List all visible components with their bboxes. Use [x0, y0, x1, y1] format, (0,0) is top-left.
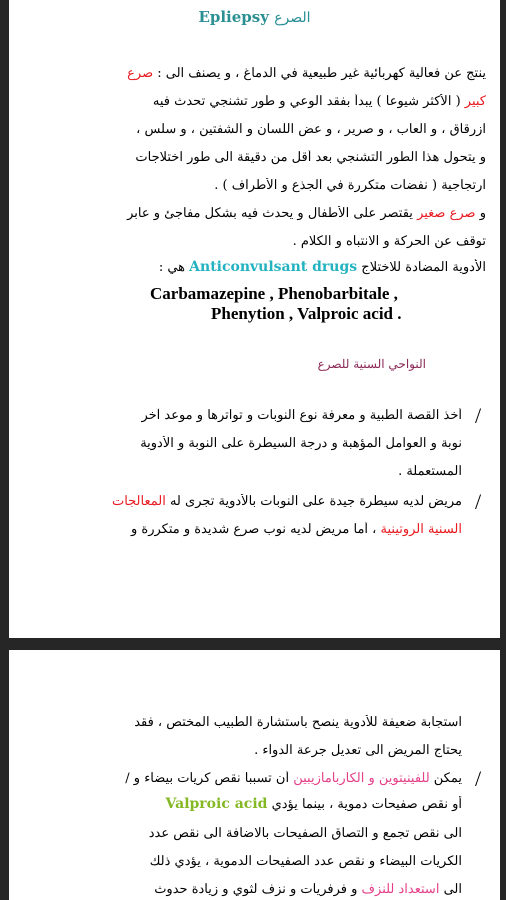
- paragraph-line: الكريات البيضاء و نقص عدد الصفيحات الدموية ، يؤدي ذلك: [149, 854, 462, 869]
- paragraph-line: [9, 206, 486, 221]
- text-span: أو نقص صفيحات دموية ، بينما يؤدي: [267, 797, 462, 812]
- text-span: و: [475, 206, 486, 221]
- highlight-text: السنية الروتينية: [380, 522, 462, 537]
- text-span: ينتج عن فعالية كهربائية غير طبيعية في الدماغ ، و يصنف الى :: [153, 66, 486, 81]
- bullet-line: أخذ القصة الطبية و معرفة نوع النوبات و تواترها و موعد آخر: [141, 408, 462, 423]
- anticonvulsant-term: Anticonvulsant drugs: [189, 259, 358, 275]
- page-title: [9, 8, 500, 30]
- paragraph-line: ازرقاق ، و العاب ، و صرير ، و عض اللسان و الشفتين ، و سلس ،: [136, 122, 486, 137]
- bullet-line: نوبة و العوامل المؤهبة و درجة السيطرة على النوبة و الأدوية: [140, 436, 462, 451]
- document-page-2: [9, 650, 500, 900]
- highlight-text: صرع صغير: [417, 206, 476, 221]
- paragraph-line: استجابة ضعيفة للأدوية ينصح باستشارة الطبيب المختص ، فقد: [134, 715, 462, 730]
- text-span: ( الأكثر شيوعا ) يبدأ بفقد الوعي و طور تشنجي تحدث فيه: [152, 94, 465, 109]
- anticonvulsant-line: [9, 259, 486, 275]
- title-english: Epliepsy: [198, 8, 269, 26]
- bullet-line: [9, 494, 462, 509]
- text-span: ، أما مريض لديه نوب صرع شديدة و متكررة و: [130, 522, 381, 537]
- text-span: يمكن: [429, 771, 462, 786]
- paragraph-line: [9, 94, 486, 109]
- highlight-text: المعالجات: [111, 494, 166, 509]
- paragraph-line: ارتجاجية ( نفضات متكررة في الجذع و الأطراف ) .: [214, 178, 486, 193]
- paragraph-line: توقف عن الحركة و الانتباه و الكلام .: [292, 234, 486, 249]
- paragraph-line: يحتاج المريض الى تعديل جرعة الدواء .: [254, 743, 462, 758]
- highlight-text: استعداد للنزف: [361, 882, 440, 897]
- document-page-1: [9, 0, 500, 638]
- text-span: هي :: [158, 260, 186, 275]
- valproic-term: Valproic acid: [165, 796, 268, 812]
- text-span: الأدوية المضادة للاختلاج: [357, 260, 486, 275]
- highlight-text: كبير: [464, 94, 486, 109]
- paragraph-line: و يتحول هذا الطور التشنجي بعد أقل من دقيقة الى طور اختلاجات: [135, 150, 486, 165]
- bullet-line: المستعملة .: [398, 464, 462, 479]
- section-heading: النواحي السنية للصرع: [317, 357, 426, 371]
- bullet-marker-icon: /: [475, 766, 482, 791]
- bullet-line: [9, 522, 462, 537]
- bullet-line: [9, 771, 462, 786]
- text-span: و فرفريات و نزف لثوي و زيادة حدوث: [154, 882, 362, 897]
- title-arabic: الصرع: [274, 10, 311, 26]
- text-span: الى: [439, 882, 462, 897]
- paragraph-line: الى نقص تجمع و التصاق الصفيحات بالاضافة الى نقص عدد: [148, 826, 462, 841]
- text-span: مريض لديه سيطرة جيدة على النوبات بالأدوية تجرى له: [165, 494, 462, 509]
- paragraph-line: [9, 882, 462, 897]
- highlight-text: للفينيتوين و الكاربامازيبين: [293, 771, 430, 786]
- valproic-line: [9, 796, 462, 812]
- drug-list-line: Phenytion , Valproic acid .: [211, 304, 402, 323]
- bullet-marker-icon: /: [475, 403, 482, 428]
- bullet-marker-icon: /: [475, 489, 482, 514]
- text-span: يقتصر على الأطفال و يحدث فيه بشكل مفاجئ و عابر: [127, 206, 418, 221]
- text-span: أن تسببا نقص كريات بيضاء و /: [125, 771, 294, 786]
- highlight-text: صرع: [127, 66, 154, 81]
- drug-list-line: Carbamazepine , Phenobarbitale ,: [150, 284, 398, 303]
- paragraph-line: [9, 66, 486, 81]
